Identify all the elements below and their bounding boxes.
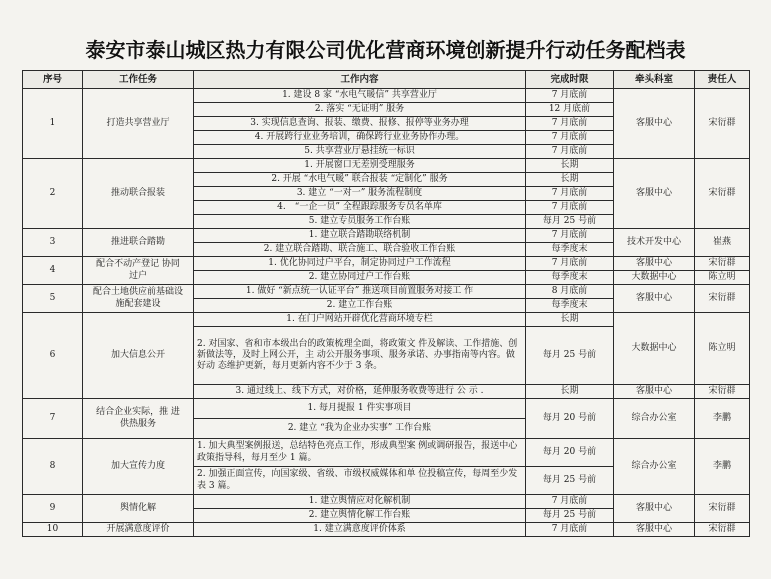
row-content: 1. 建设 8 家 “水电气暖信” 共享营业厅 xyxy=(194,89,526,103)
row-owner: 李鹏 xyxy=(695,399,750,439)
row-no: 4 xyxy=(23,257,83,285)
row-task: 结合企业实际，推 进供热服务 xyxy=(83,399,194,439)
table-row xyxy=(23,439,750,467)
row-dept: 客服中心 xyxy=(614,89,695,159)
row-content: 2. 开展 “水电气暖” 联合报装 “定制化” 服务 xyxy=(194,173,526,187)
row-owner: 宋衍群 xyxy=(695,385,750,399)
row-owner: 宋衍群 xyxy=(695,89,750,159)
row-dept: 综合办公室 xyxy=(614,399,695,439)
row-deadline: 长期 xyxy=(526,313,614,327)
row-no: 9 xyxy=(23,495,83,523)
row-content: 3. 建立 “一对一” 服务流程制度 xyxy=(194,187,526,201)
row-task: 推动联合报装 xyxy=(83,159,194,229)
row-deadline: 每季度末 xyxy=(526,299,614,313)
table-row xyxy=(23,285,750,299)
row-deadline: 每月 25 号前 xyxy=(526,327,614,385)
row-no: 6 xyxy=(23,313,83,399)
row-deadline: 长期 xyxy=(526,159,614,173)
table-row xyxy=(23,257,750,271)
row-deadline: 7 月底前 xyxy=(526,523,614,537)
table-row xyxy=(23,89,750,103)
row-deadline: 每月 25 号前 xyxy=(526,509,614,523)
row-deadline: 7 月底前 xyxy=(526,229,614,243)
table-row xyxy=(23,229,750,243)
row-deadline: 每季度末 xyxy=(526,243,614,257)
row-content: 1. 加大典型案例报送，总结特色亮点工作，形成典型案 例或调研报告，报送中心政策指导科，每月至少 1 篇。 xyxy=(194,439,526,467)
row-task: 配合不动产登记 协同过户 xyxy=(83,257,194,285)
row-content: 2. 落实 “无证明” 服务 xyxy=(194,103,526,117)
row-task: 舆情化解 xyxy=(83,495,194,523)
header-dept: 牵头科室 xyxy=(614,71,695,89)
row-deadline: 每月 25 号前 xyxy=(526,215,614,229)
row-content: 1. 建立满意度评价体系 xyxy=(194,523,526,537)
row-deadline: 7 月底前 xyxy=(526,117,614,131)
row-deadline: 7 月底前 xyxy=(526,495,614,509)
row-dept: 大数据中心 xyxy=(614,313,695,385)
row-deadline: 7 月底前 xyxy=(526,201,614,215)
row-content: 3. 实现信息查询、报装、缴费、报修、报停等业务办理 xyxy=(194,117,526,131)
row-content: 2. 建立舆情化解工作台账 xyxy=(194,509,526,523)
row-dept: 客服中心 xyxy=(614,385,695,399)
header-task: 工作任务 xyxy=(83,71,194,89)
row-no: 5 xyxy=(23,285,83,313)
row-owner: 宋衍群 xyxy=(695,495,750,523)
row-no: 3 xyxy=(23,229,83,257)
row-content: 1. 建立舆情应对化解机制 xyxy=(194,495,526,509)
row-deadline: 每月 25 号前 xyxy=(526,467,614,495)
row-deadline: 7 月底前 xyxy=(526,187,614,201)
row-owner: 崔燕 xyxy=(695,229,750,257)
row-content: 2. 建立工作台账 xyxy=(194,299,526,313)
row-content: 5. 共享营业厅悬挂统一标识 xyxy=(194,145,526,159)
row-content: 5. 建立专员服务工作台账 xyxy=(194,215,526,229)
row-content: 2. 对国家、省和市本级出台的政策梳理全面，将政策文 件及解读、工作措施、创新做法等，及时上网公开，主 动公开服务事项、服务承诺、办事指南等内容。做好动 态维护更新，每月更新内容不少于 3 条。 xyxy=(194,327,526,385)
row-task: 加大信息公开 xyxy=(83,313,194,399)
table-row xyxy=(23,313,750,327)
row-deadline: 长期 xyxy=(526,173,614,187)
row-content: 2. 加强正面宣传，向国家级、省级、市级权威媒体和单 位投稿宣传，每周至少发表 3 篇。 xyxy=(194,467,526,495)
row-owner: 宋衍群 xyxy=(695,257,750,271)
row-no: 10 xyxy=(23,523,83,537)
row-dept: 客服中心 xyxy=(614,495,695,523)
document-title: 泰安市泰山城区热力有限公司优化营商环境创新提升行动任务配档表 xyxy=(85,38,686,62)
row-content: 1. 在门户网站开辟优化营商环境专栏 xyxy=(194,313,526,327)
row-dept: 大数据中心 xyxy=(614,271,695,285)
row-deadline: 7 月底前 xyxy=(526,145,614,159)
row-content: 3. 通过线上、线下方式，对价格，延伸服务收费等进行 公 示 . xyxy=(194,385,526,399)
row-dept: 技术开发中心 xyxy=(614,229,695,257)
row-deadline: 长期 xyxy=(526,385,614,399)
row-task: 打造共享营业厅 xyxy=(83,89,194,159)
row-no: 8 xyxy=(23,439,83,495)
row-content: 2. 建立协同过户工作台账 xyxy=(194,271,526,285)
row-task: 配合土地供应前基础设施配套建设 xyxy=(83,285,194,313)
row-content: 1. 开展窗口无差别受理服务 xyxy=(194,159,526,173)
row-owner: 宋衍群 xyxy=(695,523,750,537)
row-dept: 客服中心 xyxy=(614,285,695,313)
row-deadline: 7 月底前 xyxy=(526,257,614,271)
row-content: 1. 建立联合踏勘联络机制 xyxy=(194,229,526,243)
header-owner: 责任人 xyxy=(695,71,750,89)
table-row xyxy=(23,399,750,419)
row-dept: 客服中心 xyxy=(614,257,695,271)
row-content: 4. 开展跨行业业务培训，确保跨行业业务协作办理。 xyxy=(194,131,526,145)
row-deadline: 8 月底前 xyxy=(526,285,614,299)
header-deadline: 完成时限 xyxy=(526,71,614,89)
row-owner: 陈立明 xyxy=(695,271,750,285)
task-table xyxy=(22,70,750,537)
row-task: 开展满意度评价 xyxy=(83,523,194,537)
header-no: 序号 xyxy=(23,71,83,89)
row-no: 7 xyxy=(23,399,83,439)
row-deadline: 7 月底前 xyxy=(526,89,614,103)
table-row xyxy=(23,523,750,537)
row-task: 加大宣传力度 xyxy=(83,439,194,495)
row-deadline: 每季度末 xyxy=(526,271,614,285)
row-dept: 客服中心 xyxy=(614,523,695,537)
row-owner: 陈立明 xyxy=(695,313,750,385)
row-owner: 李鹏 xyxy=(695,439,750,495)
row-dept: 客服中心 xyxy=(614,159,695,229)
row-deadline: 每月 20 号前 xyxy=(526,399,614,439)
row-content: 1. 优化协同过户平台，制定协同过户工作流程 xyxy=(194,257,526,271)
table-row xyxy=(23,159,750,173)
header-content: 工作内容 xyxy=(194,71,526,89)
row-content: 2. 建立联合踏勘、联合施工、联合验收工作台账 xyxy=(194,243,526,257)
row-owner: 宋衍群 xyxy=(695,285,750,313)
row-no: 2 xyxy=(23,159,83,229)
row-deadline: 7 月底前 xyxy=(526,131,614,145)
table-row xyxy=(23,495,750,509)
header-row xyxy=(23,71,750,89)
row-content: 4. “一企一员” 全程跟踪服务专员名单库 xyxy=(194,201,526,215)
row-task: 推进联合踏勘 xyxy=(83,229,194,257)
row-content: 1. 每月提报 1 件实事项目 xyxy=(194,399,526,419)
row-deadline: 12 月底前 xyxy=(526,103,614,117)
row-content: 1. 做好 “新点统一认证平台” 推送项目前置服务对接工 作 xyxy=(194,285,526,299)
row-deadline: 每月 20 号前 xyxy=(526,439,614,467)
row-no: 1 xyxy=(23,89,83,159)
row-dept: 综合办公室 xyxy=(614,439,695,495)
row-content: 2. 建立 “我为企业办实事” 工作台账 xyxy=(194,419,526,439)
row-owner: 宋衍群 xyxy=(695,159,750,229)
